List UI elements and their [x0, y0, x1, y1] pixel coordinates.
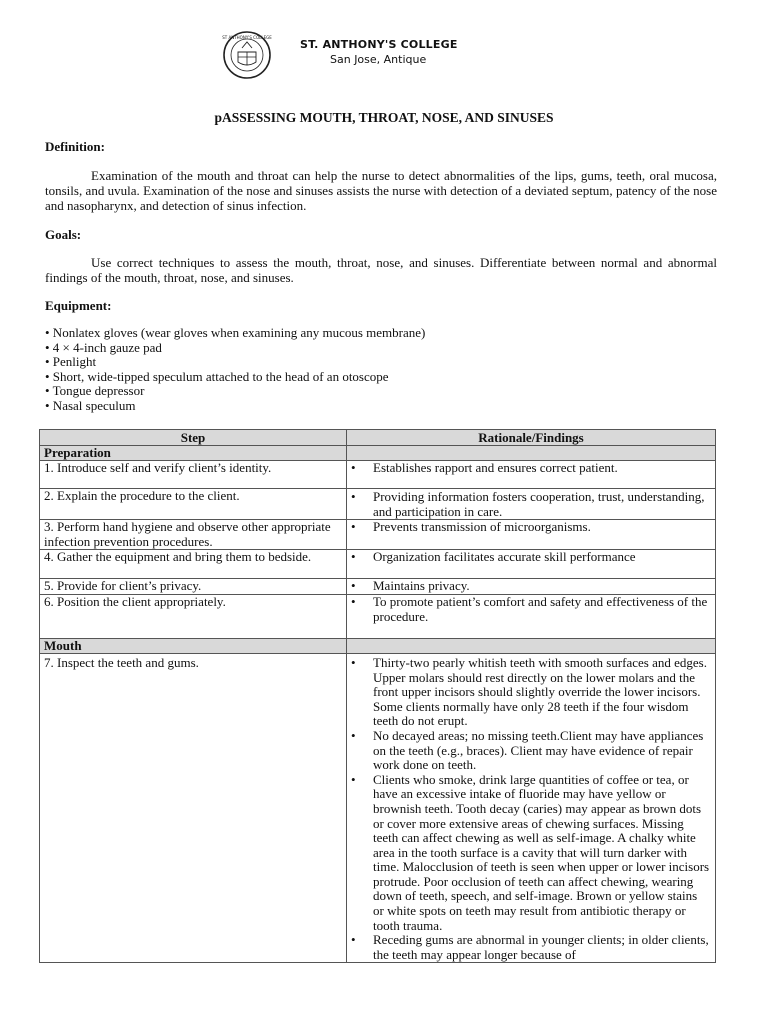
svg-text:ST ANTHONY'S COLLEGE: ST ANTHONY'S COLLEGE	[222, 35, 272, 40]
table-row	[40, 653, 716, 962]
column-header-rationale: Rationale/Findings	[347, 430, 716, 446]
college-location: San Jose, Antique	[330, 53, 427, 66]
equipment-item: • Nasal speculum	[45, 397, 136, 413]
rationale-item: • Maintains privacy.	[351, 579, 711, 594]
college-name: ST. ANTHONY'S COLLEGE	[300, 38, 458, 51]
rationale-cell	[347, 594, 716, 638]
rationale-item: • Prevents transmission of microorganisms.	[351, 520, 711, 535]
table-row	[40, 461, 716, 489]
rationale-cell	[347, 461, 716, 489]
step-cell: 3. Perform hand hygiene and observe other appropriate infection prevention procedures.	[40, 520, 347, 550]
step-cell: 7. Inspect the teeth and gums.	[40, 653, 347, 962]
definition-heading: Definition:	[45, 139, 105, 154]
goals-heading: Goals:	[45, 227, 82, 242]
goals-text: Use correct techniques to assess the mouth, throat, nose, and sinuses. Differentiate between normal and abnormal findings of the mouth, throat, nose, and sinuses.	[45, 255, 717, 285]
table-row	[40, 550, 716, 579]
rationale-item: • Establishes rapport and ensures correct patient.	[351, 461, 711, 476]
rationale-cell	[347, 520, 716, 550]
table-row	[40, 594, 716, 638]
rationale-item: • To promote patient’s comfort and safety and effectiveness of the procedure.	[351, 595, 711, 624]
step-cell: 2. Explain the procedure to the client.	[40, 489, 347, 520]
equipment-heading: Equipment:	[45, 298, 112, 313]
rationale-item: • Organization facilitates accurate skill performance	[351, 550, 711, 565]
section-label-mouth: Mouth	[40, 638, 347, 653]
table-row	[40, 579, 716, 595]
section-row-mouth	[40, 638, 716, 653]
step-cell: 1. Introduce self and verify client’s identity.	[40, 461, 347, 489]
equipment-item: • Tongue depressor	[45, 383, 145, 399]
table-header-row	[40, 430, 716, 446]
letterhead	[222, 30, 562, 80]
section-label-preparation: Preparation	[40, 446, 347, 461]
rationale-item: • Providing information fosters cooperation, trust, understanding, and participation in care.	[351, 490, 711, 519]
procedure-table	[39, 429, 716, 963]
column-header-step: Step	[40, 430, 347, 446]
section-row-preparation	[40, 446, 716, 461]
rationale-cell	[347, 489, 716, 520]
step-cell: 6. Position the client appropriately.	[40, 594, 347, 638]
step-cell: 4. Gather the equipment and bring them to bedside.	[40, 550, 347, 579]
step-cell: 5. Provide for client’s privacy.	[40, 579, 347, 595]
rationale-item: • No decayed areas; no missing teeth.Client may have appliances on the teeth (e.g., braces). Client may have evidence of repair work done on teeth.	[351, 729, 711, 773]
rationale-cell	[347, 579, 716, 595]
table-row	[40, 489, 716, 520]
rationale-item: • Thirty-two pearly whitish teeth with smooth surfaces and edges. Upper molars should rest directly on the lower molars and the front upper incisors should slightly override the lower incisors. Some clients normally have only 28 teeth if the four wisdom teeth do not erupt.	[351, 656, 711, 729]
rationale-cell	[347, 653, 716, 962]
equipment-item: • 4 × 4-inch gauze pad	[45, 339, 162, 355]
equipment-list	[45, 326, 425, 414]
equipment-item: • Nonlatex gloves (wear gloves when examining any mucous membrane)	[45, 325, 426, 340]
equipment-item: • Short, wide-tipped speculum attached to the head of an otoscope	[45, 368, 389, 384]
equipment-item: • Penlight	[45, 354, 97, 370]
rationale-item: • Receding gums are abnormal in younger clients; in older clients, the teeth may appear longer because of	[351, 933, 711, 962]
rationale-item: • Clients who smoke, drink large quantities of coffee or tea, or have an excessive intake of fluoride may have yellow or brownish teeth. Tooth decay (caries) may appear as brown dots or cover more extensive areas of chewing surfaces. Missing teeth can affect chewing as well as self-image. A chalky white area in the tooth surface is a cavity that will turn darker with time. Malocclusion of teeth is seen when upper or lower incisors protrude. Poor occlusion of teeth can affect chewing, wearing down of teeth, speech, and self-image. Brown or yellow stains or white spots on teeth may result from antibiotic therapy or tooth trauma.	[351, 773, 711, 934]
table-row	[40, 520, 716, 550]
college-seal-icon	[222, 30, 272, 80]
rationale-cell	[347, 550, 716, 579]
page-title: pASSESSING MOUTH, THROAT, NOSE, AND SINUSES	[214, 110, 554, 125]
definition-text: Examination of the mouth and throat can help the nurse to detect abnormalities of the lips, gums, teeth, oral mucosa, tonsils, and uvula. Examination of the nose and sinuses assists the nurse with detection of a deviated septum, patency of the nose and nasopharynx, and detection of sinus infection.	[45, 168, 717, 213]
